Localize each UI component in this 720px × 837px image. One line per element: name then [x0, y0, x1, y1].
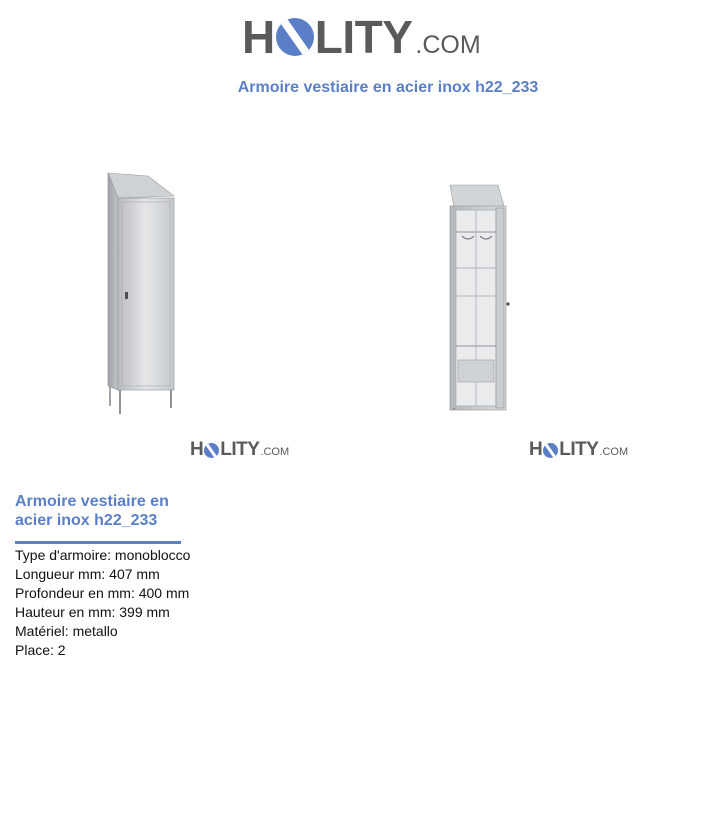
logo-domain: .COM [415, 31, 481, 59]
page-title: Armoire vestiaire en acier inox h22_233 [237, 79, 539, 96]
product-image-open [440, 180, 520, 412]
logo-wordmark: H LITY [529, 439, 599, 460]
logo-o-icon [276, 18, 314, 56]
logo-o-icon [543, 443, 558, 458]
spec-length: Longueur mm: 407 mm [15, 566, 160, 582]
logo-wordmark: H LITY [242, 11, 413, 63]
logo-domain: .COM [260, 446, 290, 458]
holity-logo-small[interactable] [190, 439, 289, 461]
product-image-closed [100, 168, 190, 418]
spec-material: Matériel: metallo [15, 623, 118, 639]
spec-places: Place: 2 [15, 642, 66, 658]
logo-domain: .COM [599, 446, 629, 458]
logo-wordmark: H LITY [190, 439, 260, 460]
holity-logo-small[interactable] [529, 439, 628, 461]
spec-list [15, 546, 190, 660]
logo-o-icon [204, 443, 219, 458]
holity-logo[interactable] [242, 10, 481, 64]
product-title: Armoire vestiaire en acier inox h22_233 [15, 493, 169, 529]
spec-type: Type d'armoire: monoblocco [15, 547, 191, 563]
title-divider [15, 541, 181, 544]
spec-height: Hauteur en mm: 399 mm [15, 604, 170, 620]
spec-depth: Profondeur en mm: 400 mm [15, 585, 190, 601]
